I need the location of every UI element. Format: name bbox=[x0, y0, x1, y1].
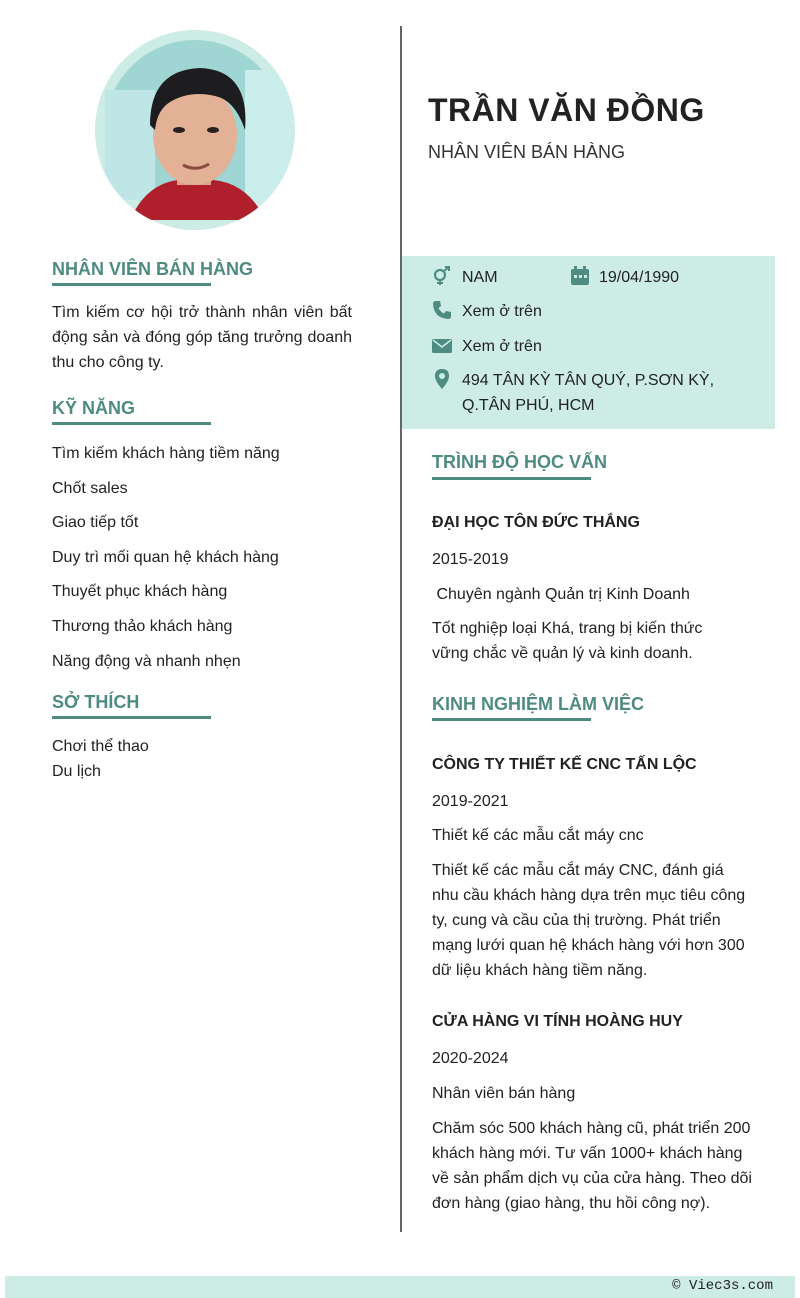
skills-underline bbox=[52, 422, 211, 425]
skill-item: Tìm kiếm khách hàng tiềm năng bbox=[52, 445, 280, 462]
job-company: CỬA HÀNG VI TÍNH HOÀNG HUY bbox=[432, 1013, 683, 1030]
location-pin-icon bbox=[432, 369, 452, 389]
job-position: Thiết kế các mẫu cắt máy cnc bbox=[432, 827, 644, 844]
hobby-item: Chơi thể thao bbox=[52, 738, 149, 755]
candidate-name: TRẦN VĂN ĐỒNG bbox=[428, 92, 705, 128]
job-period: 2019-2021 bbox=[432, 793, 509, 810]
objective-text: Tìm kiếm cơ hội trở thành nhân viên bất động sản và đóng góp tăng trưởng doanh thu cho công ty. bbox=[52, 304, 352, 371]
email-value: Xem ở trên bbox=[462, 338, 542, 355]
phone-value: Xem ở trên bbox=[462, 303, 542, 320]
skill-item: Năng động và nhanh nhẹn bbox=[52, 653, 241, 670]
skills-title: KỸ NĂNG bbox=[52, 398, 136, 418]
objective-underline bbox=[52, 283, 211, 286]
email-icon bbox=[432, 336, 452, 356]
education-description: Tốt nghiệp loại Khá, trang bị kiến thức vững chắc về quản lý và kinh doanh. bbox=[432, 620, 703, 662]
objective-title: NHÂN VIÊN BÁN HÀNG bbox=[52, 259, 254, 279]
birthdate-value: 19/04/1990 bbox=[599, 269, 680, 286]
education-major: Chuyên ngành Quản trị Kinh Doanh bbox=[432, 586, 690, 603]
footer-bar bbox=[5, 1276, 795, 1298]
skill-item: Thương thảo khách hàng bbox=[52, 618, 233, 635]
skill-item: Duy trì mối quan hệ khách hàng bbox=[52, 549, 279, 566]
skill-item: Chốt sales bbox=[52, 480, 128, 497]
education-school: ĐẠI HỌC TÔN ĐỨC THẮNG bbox=[432, 514, 640, 531]
job-description: Chăm sóc 500 khách hàng cũ, phát triển 200 khách hàng mới. Tư vấn 1000+ khách hàng về sản phẩm dịch vụ của cửa hàng. Theo dõi đơn hàng (giao hàng, thu hồi công nợ). bbox=[432, 1120, 752, 1212]
phone-icon bbox=[432, 300, 452, 320]
skill-item: Giao tiếp tốt bbox=[52, 514, 139, 531]
hobby-item: Du lịch bbox=[52, 763, 101, 780]
education-title: TRÌNH ĐỘ HỌC VẤN bbox=[432, 452, 607, 472]
experience-underline bbox=[432, 718, 591, 721]
column-divider bbox=[400, 26, 402, 1232]
address-value: 494 TÂN KỲ TÂN QUÝ, P.SƠN KỲ, Q.TÂN PHÚ, HCM bbox=[462, 372, 715, 414]
hobbies-title: SỞ THÍCH bbox=[52, 692, 140, 712]
contact-panel bbox=[402, 256, 775, 429]
avatar bbox=[95, 30, 295, 230]
job-description: Thiết kế các mẫu cắt máy CNC, đánh giá nhu cầu khách hàng dựa trên mục tiêu công ty, cung và cầu của thị trường. Phát triển mạng lưới quan hệ khách hàng với hơn 300 dữ liệu khách hàng tiềm năng. bbox=[432, 862, 746, 979]
gender-value: NAM bbox=[462, 269, 498, 286]
job-period: 2020-2024 bbox=[432, 1050, 509, 1067]
gender-icon bbox=[432, 266, 452, 286]
education-period: 2015-2019 bbox=[432, 551, 509, 568]
profile-photo bbox=[95, 30, 295, 230]
copyright-text: © Viec3s.com bbox=[672, 1278, 773, 1294]
job-company: CÔNG TY THIẾT KẾ CNC TẤN LỘC bbox=[432, 756, 697, 773]
candidate-role: NHÂN VIÊN BÁN HÀNG bbox=[428, 142, 626, 162]
skill-item: Thuyết phục khách hàng bbox=[52, 583, 228, 600]
job-position: Nhân viên bán hàng bbox=[432, 1085, 576, 1102]
calendar-icon bbox=[570, 266, 590, 286]
experience-title: KINH NGHIỆM LÀM VIỆC bbox=[432, 694, 645, 714]
hobbies-underline bbox=[52, 716, 211, 719]
education-underline bbox=[432, 477, 591, 480]
